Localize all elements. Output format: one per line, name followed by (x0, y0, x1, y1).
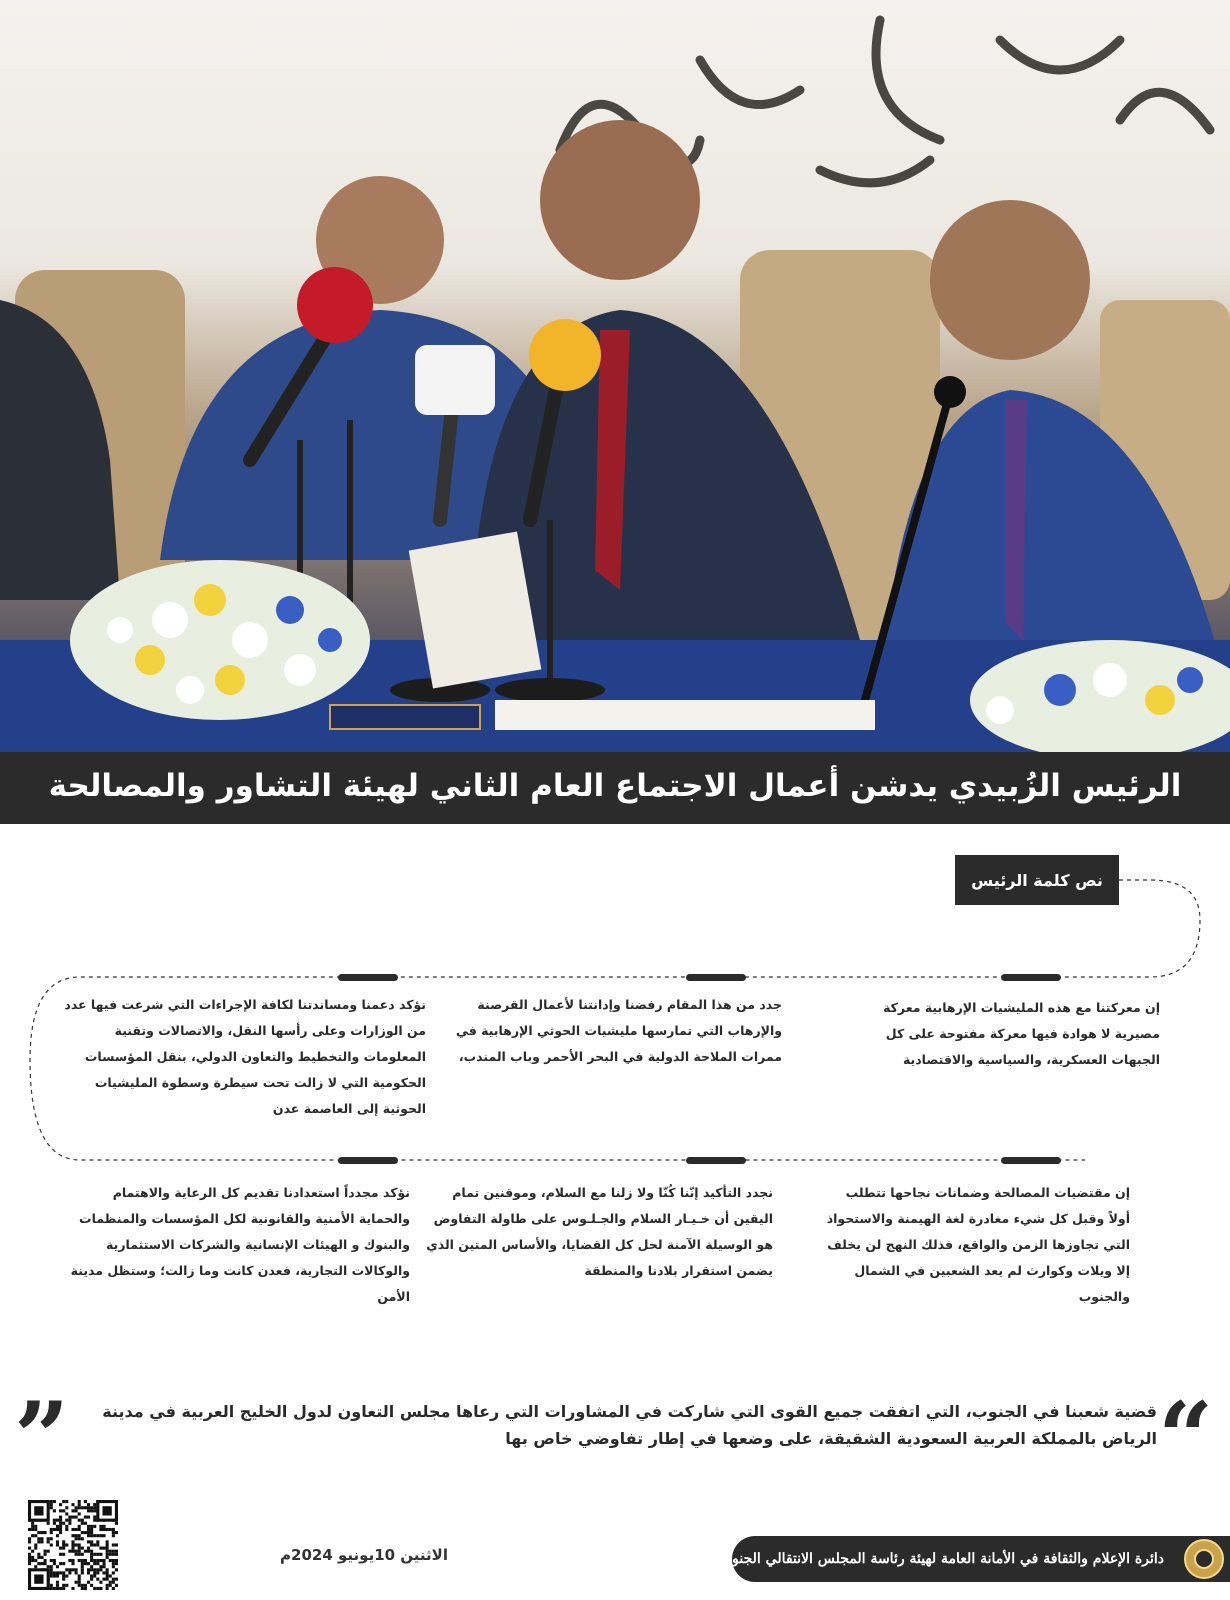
quote-open-mark: “ (1158, 1390, 1214, 1450)
paragraph-6: نؤكد مجدداً استعدادنا تقديم كل الرعاية والاهتمام والحماية الأمنية والقانونية لكل المؤسسات والمنظمات والبنوك و الهيئات الإنسانية والشركات الاستثمارية والوكالات التجارية، فعدن كانت وما زالت؛ وستظل مدينة الأمن (70, 1185, 410, 1304)
headline: الرئيس الزُبيدي يدشن أعمال الاجتماع العام الثاني لهيئة التشاور والمصالحة (48, 768, 1182, 804)
section-label: نص كلمة الرئيس (955, 855, 1119, 905)
quote-close-mark: ” (14, 1390, 70, 1450)
issuer-name: دائرة الإعلام والثقافة في الأمانة العامة لهيئة رئاسة المجلس الانتقالي الجنوبي (716, 1551, 1164, 1567)
qr-code-icon (28, 1500, 118, 1590)
footer-bar (716, 1536, 1230, 1582)
paragraph-2: جدد من هذا المقام رفضنا وإدانتنا لأعمال القرصنة والإرهاب التي تمارسها مليشيات الحوثي الإرهابية في ممرات الملاحة الدولية في البحر الأحمر وباب المندب، (455, 997, 782, 1064)
seal-emblem-icon (1184, 1539, 1224, 1579)
paragraph-4: إن مقتضيات المصالحة وضمانات نجاحها تتطلب أولاً وقبل كل شيء مغادرة لغة الهيمنة والاستحواذ التي تجاوزها الزمن والواقع، فذلك النهج لن يخلف إلا ويلات وكوارث لم يعد الشعبين في الشمال والجنوب (826, 1185, 1130, 1304)
paragraph-5: نجدد التأكيد إنّنا كُنّا ولا زلنا مع السلام، وموقنين تمام اليقين أن خـيـار السلام والجـلـوس على طاولة التفاوض هو الوسيلة الآمنة لحل كل القضايا، والأساس المتين الذي يضمن استقرار بلادنا والمنطقة (426, 1185, 773, 1278)
quote-text: قضية شعبنا في الجنوب، التي اتفقت جميع القوى التي شاركت في المشاورات التي رعاها مجلس التعاون لدول الخليج العربية في مدينة الرياض بالمملكة العربية السعودية الشقيقة، على وضعها في إطار تفاوضي خاص بها (102, 1402, 1157, 1448)
issue-date: الاثنين 10يونيو 2024م (280, 1546, 448, 1564)
paragraph-3: نؤكد دعمنا ومساندتنا لكافة الإجراءات التي شرعت فيها عدد من الوزارات وعلى رأسها النقل، والاتصالات وتقنية المعلومات والتخطيط والتعاون الدولي، بنقل المؤسسات الحكومية التي لا زالت تحت سيطرة وسطوة المليشيات الحوثية إلى العاصمة عدن (64, 997, 426, 1116)
paragraph-1: إن معركتنا مع هذه المليشيات الإرهابية معركة مصيرية لا هوادة فيها معركة مفتوحة على كل الجبهات العسكرية، والسياسية والاقتصادية (883, 1000, 1160, 1067)
